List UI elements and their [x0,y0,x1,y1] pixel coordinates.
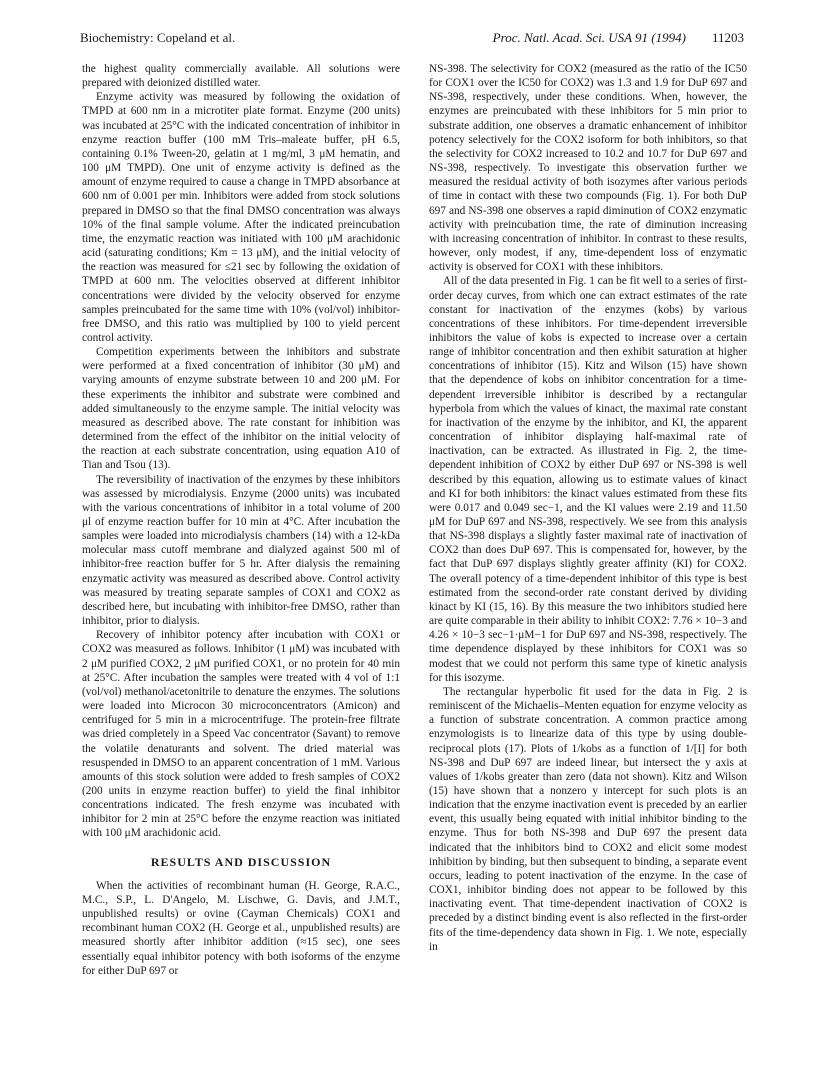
paragraph-recovery: Recovery of inhibitor potency after incubation with COX1 or COX2 was measured as follows. Inhibitor (1 μM) was incubated with 2 μM purified COX2, 2 μM purified COX1, or no protein for 40 min at 25°C. After incubation the samples were treated with 4 vol of 1:1 (vol/vol) methanol/acetonitrile to denature the enzymes. The solutions were loaded into Microcon 30 microconcentrators (Amicon) and centrifuged for 5 min in a microcentrifuge. The protein-free filtrate was dried completely in a Speed Vac concentrator (Savant) to remove the volatile denaturants and solvent. The dried material was resuspended in DMSO to an apparent concentration of 1 mM. Various amounts of this stock solution were added to fresh samples of COX2 (200 units in enzyme reaction buffer) to yield the final inhibitor concentrations indicated. The fresh enzyme was incubated with inhibitor for 2 min at 25°C before the enzyme reaction was initiated with 100 μM arachidonic acid. [82,629,400,840]
section-heading: RESULTS AND DISCUSSION [150,854,332,869]
header-journal [493,30,744,46]
paragraph-selectivity: NS-398. The selectivity for COX2 (measured as the ratio of the IC50 for COX1 over the IC50 for COX2) was 1.3 and 1.9 for DuP 697 and NS-398, respectively, under these conditions. When, however, the enzymes are preincubated with these inhibitors for 5 min prior to substrate addition, one observes a dramatic enhancement of inhibitor potency selectively for the COX2 isoform for both inhibitors, so that the selectivity for COX2 increased to 10.2 and 10.7 for DuP 697 and NS-398, respectively. To investigate this observation further we measured the residual activity of both isozymes after various periods of time in contact with these two compounds (Fig. 1). For both DuP 697 and NS-398 one observes a rapid diminution of COX2 enzymatic activity with preincubation time, the rate of diminution increasing with increasing concentration of inhibitor. In contrast to these results, however, only modest, if any, time-dependent loss of enzymatic activity is observed for COX1 with these inhibitors. [429,63,747,274]
header-authors: Biochemistry: Copeland et al. [80,30,236,45]
header-journal-citation: Proc. Natl. Acad. Sci. USA 91 (1994) [492,30,686,45]
paragraph-kinetics: All of the data presented in Fig. 1 can be fit well to a series of first-order decay curves, from which one can extract estimates of the rate constant for inactivation of the enzymes (kobs) by various concentrations of these inhibitors. For time-dependent irreversible inhibitors the value of kobs is expected to increase over a certain range of inhibitor concentration and then exhibit saturation at higher concentrations of inhibitor (15). Kitz and Wilson (15) have shown that the dependence of kobs on inhibitor concentration for a time-dependent irreversible inhibitor is described by a rectangular hyperbola from which the values of kinact, the maximal rate constant for inactivation of the enzyme by the inhibitor, and KI, the apparent concentration of inhibitor displaying half-maximal rate of inactivation, can be extracted. As illustrated in Fig. 2, the time-dependent inhibition of COX2 by either DuP 697 or NS-398 is well described by this equation, allowing us to estimate values of kinact and KI for both inhibitors: the kinact values estimated from these fits were 0.017 and 0.049 sec−1, and the KI values were 2.19 and 11.50 μM for DuP 697 and NS-398, respectively. We see from this analysis that NS-398 displays a slightly faster maximal rate of inactivation of COX2 than does DuP 697. This is compensated for, however, by the fact that DuP 697 displays slightly greater affinity (KI) for COX2. The overall potency of a time-dependent inhibitor of this type is best estimated from the second-order rate constant derived by dividing kinact by KI (15, 16). By this measure the two inhibitors studied here are quite comparable in their ability to inhibit COX2: 7.76 × 10−3 and 4.26 × 10−3 sec−1·μM−1 for DuP 697 and NS-398, respectively. The time dependence displayed by these inhibitors for COX1 was so modest that we could not perform this same type of kinetic analysis for this isozyme. [429,275,748,684]
paragraph-competition: Competition experiments between the inhibitors and substrate were performed at a fixed concentration of inhibitor (30 μM) and varying amounts of enzyme substrate between 10 and 200 μM. For these experiments the inhibitor and substrate were combined and added simultaneously to the enzyme sample. The initial velocity was measured as described above. The rate constant for inhibition was determined from the effect of the inhibitor on the initial velocity of the reaction at each substrate concentration, using equation A10 of Tian and Tsou (13). [82,346,400,472]
paragraph-reversibility: The reversibility of inactivation of the enzymes by these inhibitors was assessed by microdialysis. Enzyme (2000 units) was incubated with the various concentrations of inhibitor in a total volume of 200 μl of enzyme reaction buffer for 10 min at 4°C. After incubation the samples were loaded into microdialysis chambers (14) with a 12-kDa molecular mass cutoff membrane and dialyzed against 500 ml of inhibitor-free reaction buffer for 5 hr. After dialysis the remaining enzymatic activity was measured as described above. Control activity was measured by treating separate samples of COX1 and COX2 as described here, but incubating with inhibitor-free DMSO, rather than inhibitor, prior to dialysis. [82,473,400,628]
paragraph-hyperbolic-fit: The rectangular hyperbolic fit used for the data in Fig. 2 is reminiscent of the Michaelis–Menten equation for enzyme velocity as a function of substrate concentration. A common practice among enzymologists is to linearize data of this type by using double-reciprocal plots (17). Plots of 1/kobs as a function of 1/[I] for both NS-398 and DuP 697 are indeed linear, but intersect the y axis at values of 1/kobs greater than zero (data not shown). Kitz and Wilson (15) have shown that a nonzero y intercept for such plots is an indication that the enzyme inactivation event is preceded by an earlier event, this usually being equated with initial inhibitor binding to the enzyme. Thus for both NS-398 and DuP 697 the present data indicated that the inhibitors bind to COX2 and elicit some modest inhibition by binding, but then subsequent to binding, a separate event occurs, leading to potent inactivation of the enzyme. In the case of COX1, inhibitor binding does not appear to be followed by this inactivating event. That time-dependent inactivation of COX2 is preceded by a distinct binding event is also reflected in the first-order fits of the time-dependency data shown in Fig. 1. We note, especially in [429,685,747,953]
paragraph-results-intro: When the activities of recombinant human (H. George, R.A.C., M.C., S.P., L. D'Angelo, M. Lischwe, G. Davis, and J.M.T., unpublished results) or ovine (Cayman Chemicals) COX1 and recombinant human COX2 (H. George et al., unpublished results) are measured shortly after inhibitor addition (≈15 sec), one sees essentially equal inhibitor potency with both isoforms of the enzyme for either DuP 697 or [82,879,400,977]
page-number: 11203 [711,30,744,45]
left-column [82,62,400,978]
running-header [80,30,744,50]
right-column [429,62,747,954]
paragraph-enzyme-assay: Enzyme activity was measured by following the oxidation of TMPD at 600 nm in a microtiter plate format. Enzyme (200 units) was incubated at 25°C with the indicated concentration of inhibitor in enzyme reaction buffer (100 mM Tris–maleate buffer, pH 6.5, containing 0.1% Tween-20, gelatin at 1 mg/ml, 3 μM hematin, and 100 μM TMPD). One unit of enzyme activity is defined as the amount of enzyme required to cause a change in TMPD absorbance at 600 nm of 0.001 per min. Inhibitors were added from stock solutions prepared in DMSO so that the final DMSO concentration was always 10% of the final sample volume. After the indicated preincubation time, the enzymatic reaction was initiated with 100 μM arachidonic acid (saturating conditions; Km = 13 μM), and the initial velocity of the reaction was measured for ≤21 sec by following the oxidation of TMPD at 600 nm. The velocities observed at different inhibitor concentrations were divided by the velocity observed for enzyme samples preincubated for the same time with 10% (vol/vol) inhibitor-free DMSO, and this ratio was multiplied by 100 to yield percent control activity. [82,91,400,344]
paragraph: the highest quality commercially available. All solutions were prepared with deionized distilled water. [82,63,400,90]
